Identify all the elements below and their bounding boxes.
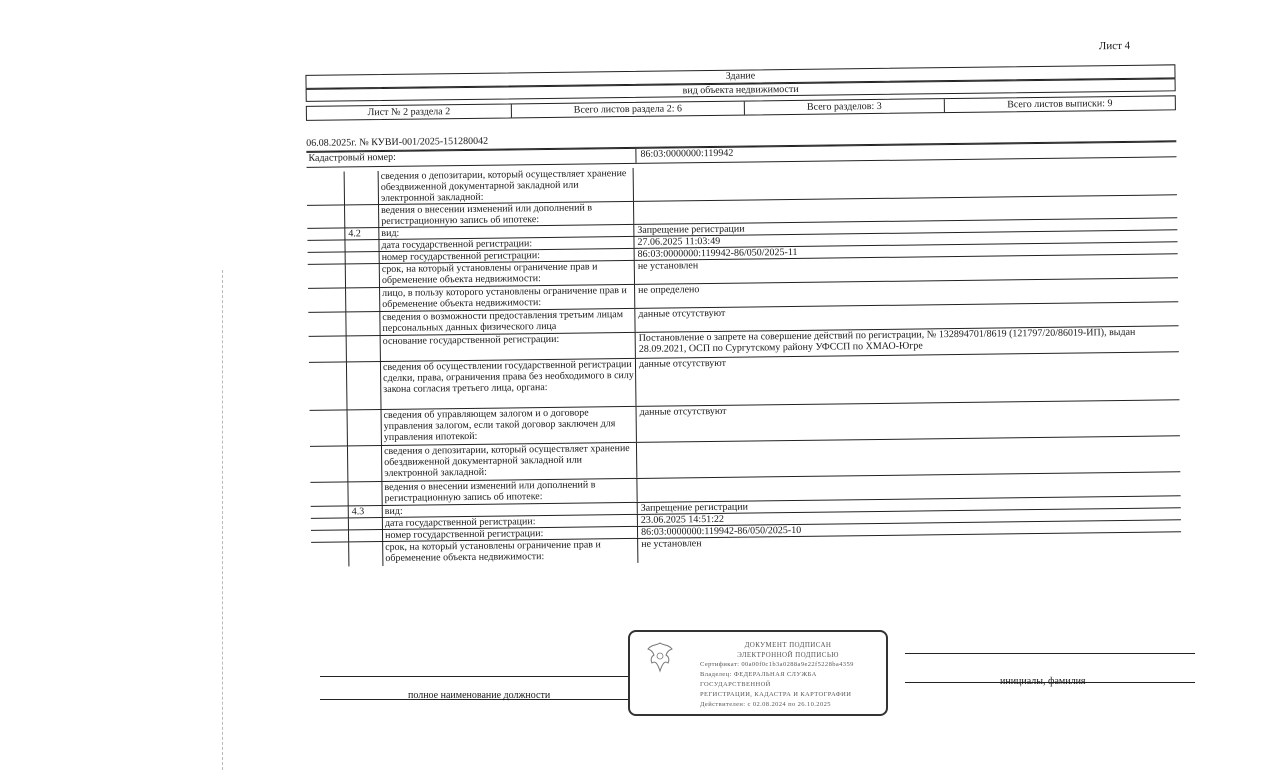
stamp-line-4: Владелец: ФЕДЕРАЛЬНАЯ СЛУЖБА ГОСУДАРСТВЕННОЙ (700, 671, 817, 688)
row-label: дата государственной регистрации: (379, 237, 634, 251)
stamp-line-6: Действителен: с 02.08.2024 по 26.10.2025 (700, 701, 831, 708)
row-label: ведения о внесении изменений или дополнений в регистрационную запись об ипотеке: (379, 202, 634, 227)
row-value: не установлен (641, 538, 702, 550)
row-value: 23.06.2025 14:51:22 (640, 513, 725, 526)
eagle-emblem-icon (644, 640, 676, 674)
row-value: данные отсутствуют (638, 357, 727, 370)
row-label: основание государственной регистрации: (381, 333, 636, 361)
row-value: не установлен (637, 260, 699, 272)
row-number: 4.2 (345, 228, 379, 239)
stamp-line-5: РЕГИСТРАЦИИ, КАДАСТРА И КАРТОГРАФИИ (700, 691, 852, 698)
row-number: 4.3 (349, 506, 383, 517)
sheet-number: Лист 4 (1098, 39, 1131, 53)
row-value: Запрещение регистрации (637, 223, 745, 236)
name-label: инициалы, фамилия (1000, 676, 1086, 687)
row-label: вид: (379, 225, 634, 239)
row-label: номер государственной регистрации: (383, 527, 638, 541)
stamp-line-1: ДОКУМЕНТ ПОДПИСАН (744, 641, 832, 649)
stamp-line-2: ЭЛЕКТРОННОЙ ПОДПИСЬЮ (737, 651, 839, 659)
row-label: срок, на который установлены ограничение прав и обременение объекта недвижимости: (383, 539, 638, 566)
total-sheets-extract: Всего листов выписки: 9 (1007, 98, 1113, 111)
row-value: данные отсутствуют (639, 405, 727, 418)
row-value: Запрещение регистрации (640, 501, 749, 514)
row-value: 86:03:0000000:119942-86/050/2025-10 (640, 524, 802, 538)
row-label: дата государственной регистрации: (383, 515, 638, 529)
row-label: сведения о депозитарии, который осуществляет хранение обездвиженной документарной закладной или электронной закладной: (379, 168, 634, 204)
stamp-line-3: Сертификат: 00a00f0c1b3a0288a9e22f5228ba4359 (700, 661, 854, 668)
row-value: 27.06.2025 11:03:49 (637, 235, 721, 248)
position-label: полное наименование должности (408, 690, 551, 701)
cadastral-label: Кадастровый номер: (308, 151, 396, 164)
row-value: 86:03:0000000:119942-86/050/2025-11 (637, 246, 798, 260)
total-sheets-section: Всего листов раздела 2: 6 (512, 102, 745, 118)
object-type: Здание (305, 64, 1175, 89)
cadastral-value: 86:03:0000000:119942 (635, 148, 733, 163)
row-value: данные отсутствуют (638, 307, 726, 320)
row-value (634, 161, 1177, 201)
row-value: не определено (638, 284, 700, 296)
extract-number: 06.08.2025г. № КУВИ-001/2025-151280042 (306, 127, 1176, 152)
electronic-signature-stamp (628, 630, 888, 716)
row-label: сведения о депозитарии, который осуществляет хранение обездвиженной документарной закладной или электронной закладной: (382, 443, 637, 481)
row-label: ведения о внесении изменений или дополнений в регистрационную запись об ипотеке: (382, 479, 637, 505)
row-label: сведения об управляющем залогом и о договоре управления залогом, если такой договор заключен для управления ипотекой: (382, 407, 637, 445)
row-value: Постановление о запрете на совершение действий по регистрации, № 132894701/8619 (121797/20/86019-ИП), выдан 28.09.2021, ОСП по Сургутскому району УФССП по ХМАО-Югре (638, 326, 1136, 355)
object-kind-label: вид объекта недвижимости (306, 78, 1176, 102)
row-label: вид: (383, 503, 638, 517)
extract-sheet (300, 29, 1187, 640)
sheet-section: Лист № 2 раздела 2 (307, 104, 512, 120)
row-value (637, 436, 1180, 478)
row-label: сведения об осуществлении государственной регистрации сделки, права, ограничения права без необходимого в силу закона согласия третьего лица, органа: (381, 359, 637, 409)
row-label: сведения о возможности предоставления третьим лицам персональных данных физического лица (380, 309, 635, 335)
row-label: срок, на который установлены ограничение прав и обременение объекта недвижимости: (380, 261, 635, 287)
encumbrance-table (307, 161, 1182, 567)
total-sections: Всего разделов: 3 (745, 99, 945, 114)
row-label: лицо, в пользу которого установлены ограничение прав и обременение объекта недвижимости: (380, 285, 635, 311)
row-label: номер государственной регистрации: (380, 249, 635, 263)
scan-artifact-line (222, 270, 224, 770)
